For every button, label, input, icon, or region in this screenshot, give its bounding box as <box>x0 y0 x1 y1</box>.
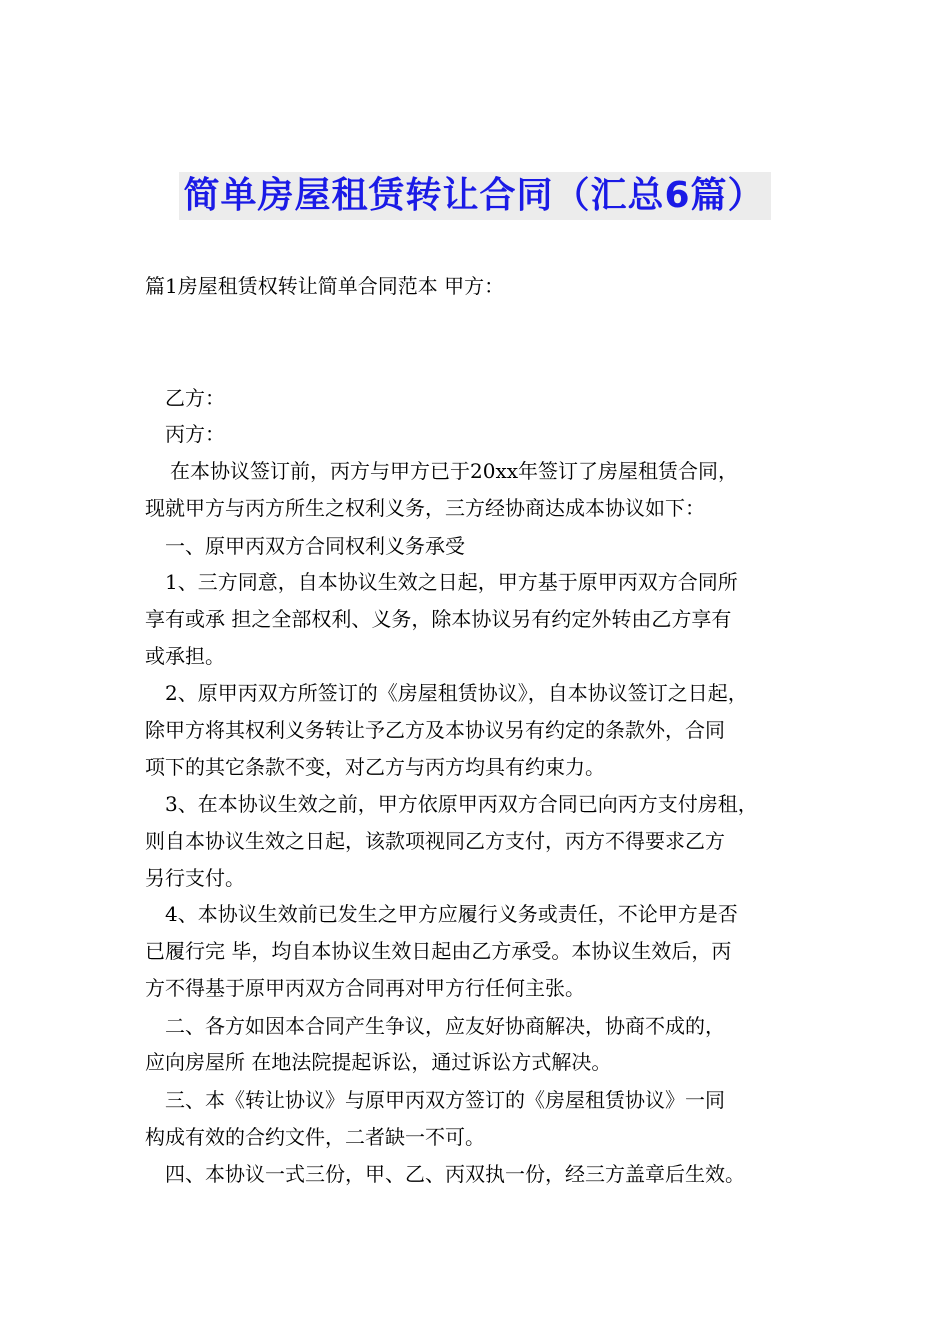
clause3-line-1: 3、在本协议生效之前，甲方依原甲丙双方合同已向丙方支付房租， <box>165 792 758 816</box>
chapter-heading: 篇1房屋租赁权转让简单合同范本 甲方： <box>145 274 505 298</box>
document-title: 简单房屋租赁转让合同（汇总6篇） <box>179 172 770 220</box>
clause2-line-3: 项下的其它条款不变，对乙方与丙方均具有约束力。 <box>145 755 605 779</box>
party-c-label: 丙方： <box>165 422 225 446</box>
section4-line: 四、本协议一式三份，甲、乙、丙双执一份，经三方盖章后生效。 <box>165 1162 745 1186</box>
party-b-label: 乙方： <box>165 386 225 410</box>
section2-line-2: 应向房屋所 在地法院提起诉讼，通过诉讼方式解决。 <box>145 1050 612 1074</box>
clause3-line-3: 另行支付。 <box>145 866 245 890</box>
clause1-line-3: 或承担。 <box>145 644 225 668</box>
clause2-line-2: 除甲方将其权利义务转让予乙方及本协议另有约定的条款外，合同 <box>145 718 725 742</box>
title-container <box>0 172 950 220</box>
clause4-line-3: 方不得基于原甲丙双方合同再对甲方行任何主张。 <box>145 976 585 1000</box>
clause4-line-2: 已履行完 毕，均自本协议生效日起由乙方承受。本协议生效后，丙 <box>145 939 732 963</box>
section3-line-2: 构成有效的合约文件，二者缺一不可。 <box>145 1125 485 1149</box>
clause3-line-2: 则自本协议生效之日起，该款项视同乙方支付，丙方不得要求乙方 <box>145 829 725 853</box>
clause4-line-1: 4、本协议生效前已发生之甲方应履行义务或责任，不论甲方是否 <box>165 902 738 926</box>
section1-heading: 一、原甲丙双方合同权利义务承受 <box>165 534 465 558</box>
clause2-line-1: 2、原甲丙双方所签订的《房屋租赁协议》，自本协议签订之日起， <box>165 681 748 705</box>
clause1-line-2: 享有或承 担之全部权利、义务，除本协议另有约定外转由乙方享有 <box>145 607 732 631</box>
section2-line-1: 二、各方如因本合同产生争议，应友好协商解决，协商不成的， <box>165 1014 725 1038</box>
intro-line-2: 现就甲方与丙方所生之权利义务，三方经协商达成本协议如下： <box>145 496 705 520</box>
clause1-line-1: 1、三方同意，自本协议生效之日起，甲方基于原甲丙双方合同所 <box>165 570 738 594</box>
intro-line-1: 在本协议签订前，丙方与甲方已于20xx年签订了房屋租赁合同， <box>170 459 739 483</box>
section3-line-1: 三、本《转让协议》与原甲丙双方签订的《房屋租赁协议》一同 <box>165 1088 725 1112</box>
